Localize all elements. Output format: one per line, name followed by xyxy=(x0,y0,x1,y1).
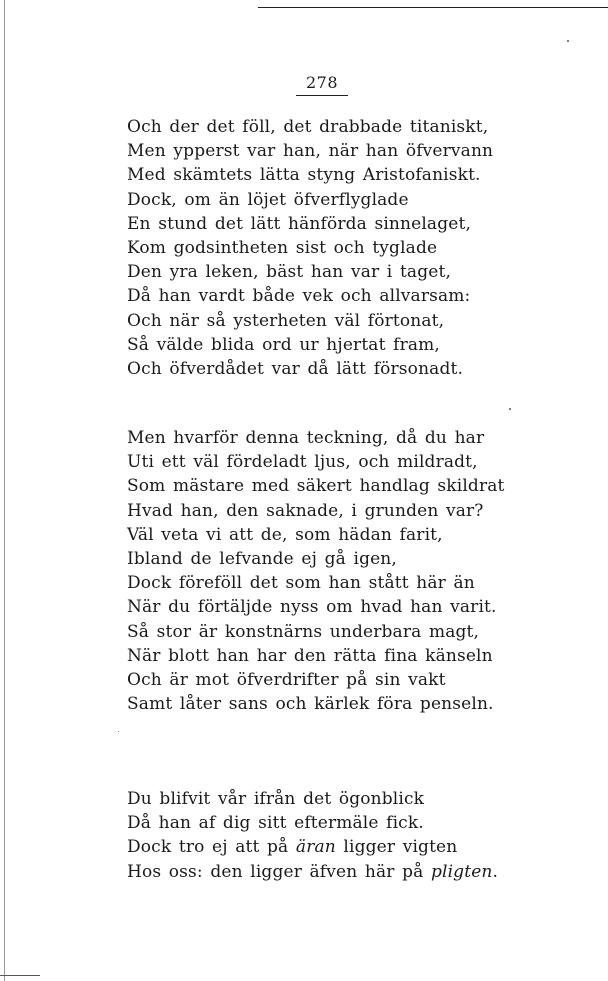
poem-line: Dock, om än löjet öfverflyglade xyxy=(127,189,409,210)
scan-speck xyxy=(567,40,569,42)
poem-line: Då han vardt både vek och allvarsam: xyxy=(127,286,471,307)
scan-left-edge xyxy=(4,0,5,981)
page-number-underline xyxy=(296,95,348,96)
poem-line: Som mästare med säkert handlag skildrat xyxy=(127,476,505,497)
scan-speck xyxy=(118,731,119,732)
scan-bottom-fold xyxy=(0,975,40,976)
poem-line-text: . xyxy=(492,861,499,882)
poem-line xyxy=(127,860,498,884)
poem-line: Väl veta vi att de, som hädan farit, xyxy=(127,524,443,545)
poem-line-text: ligger vigten xyxy=(335,837,458,858)
poem-line: Så stor är konstnärns underbara magt, xyxy=(127,621,480,642)
poem-line-text: Hos oss: den ligger äfven här på xyxy=(127,861,431,882)
poem-line-text: Dock tro ej att på xyxy=(127,837,296,858)
page-number: 278 xyxy=(305,73,339,92)
poem-line: Hvad han, den saknade, i grunden var? xyxy=(127,500,484,521)
poem-line: Ibland de lefvande ej gå igen, xyxy=(127,548,397,569)
poem-line: Kom godsintheten sist och tyglade xyxy=(127,237,438,258)
poem-line: Men hvarför denna teckning, då du har xyxy=(127,428,485,448)
poem-stanza-2 xyxy=(127,426,505,716)
poem-stanza-3 xyxy=(127,787,498,884)
emphasized-word: äran xyxy=(295,837,336,858)
poem-line: Dock föreföll det som han stått här än xyxy=(127,573,475,594)
poem-line: Så välde blida ord ur hjertat fram, xyxy=(127,334,440,355)
poem-line: Men ypperst var han, när han öfvervann xyxy=(127,141,494,162)
poem-line xyxy=(127,835,498,859)
poem-line: Då han af dig sitt eftermäle fick. xyxy=(127,813,424,834)
emphasized-word: pligten xyxy=(430,861,493,882)
poem-line: Samt låter sans och kärlek föra penseln. xyxy=(127,694,494,715)
poem-line: Den yra leken, bäst han var i taget, xyxy=(127,262,451,283)
poem-line: Du blifvit vår ifrån det ögonblick xyxy=(127,789,425,809)
scan-top-rule xyxy=(258,7,608,8)
poem-line: Och när så ysterheten väl förtonat, xyxy=(127,310,445,331)
poem-line: Med skämtets lätta styng Aristofaniskt. xyxy=(127,165,481,186)
scan-speck xyxy=(509,408,511,410)
poem-line: När du förtäljde nyss om hvad han varit. xyxy=(127,597,497,618)
poem-stanza-1 xyxy=(127,115,493,381)
poem-line: När blott han har den rätta fina känseln xyxy=(127,645,493,666)
poem-line: Och der det föll, det drabbade titaniskt, xyxy=(127,117,489,137)
poem-line: En stund det lätt hänförda sinnelaget, xyxy=(127,213,471,234)
poem-line: Och är mot öfverdrifter på sin vakt xyxy=(127,669,446,690)
poem-line: Och öfverdådet var då lätt försonadt. xyxy=(127,358,464,379)
poem-line: Uti ett väl fördeladt ljus, och mildradt, xyxy=(127,452,478,473)
